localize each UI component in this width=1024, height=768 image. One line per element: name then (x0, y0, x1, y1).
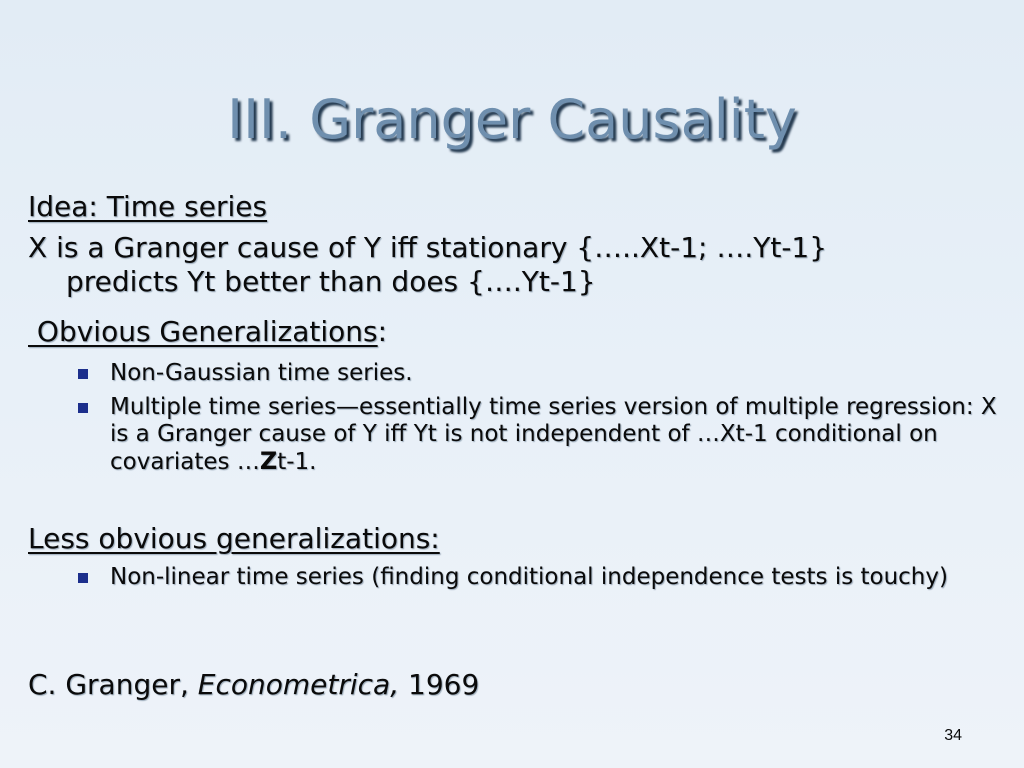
page-number: 34 (944, 727, 962, 744)
obvious-generalizations-heading (28, 315, 387, 349)
citation (28, 668, 479, 702)
list-item (78, 394, 998, 476)
bold-z: Z (259, 447, 278, 475)
idea-heading-text: Idea: Time series (28, 190, 268, 223)
slide-title: III. Granger Causality (227, 88, 797, 151)
citation-year: 1969 (399, 668, 480, 701)
definition-line-1: X is a Granger cause of Y iff stationary {…..Xt-1; ….Yt-1} (28, 231, 828, 264)
bullet-text: Non-Gaussian time series. (110, 360, 413, 386)
bullet-text: Non-linear time series (finding conditional independence tests is touchy) (110, 564, 948, 590)
citation-author: C. Granger, (28, 668, 198, 701)
less-heading-text: Less obvious generalizations: (28, 522, 440, 555)
citation-journal: Econometrica, (197, 668, 400, 701)
bullet-text-tail: t-1. (277, 449, 317, 475)
obvious-heading-colon: : (377, 315, 388, 348)
obvious-heading-text: Obvious Generalizations (28, 315, 378, 348)
square-bullet-icon (78, 369, 88, 379)
idea-heading (28, 190, 267, 224)
square-bullet-icon (78, 573, 88, 583)
list-item (78, 564, 998, 591)
less-obvious-heading (28, 522, 440, 556)
bullet-text-main: Multiple time series—essentially time series version of multiple regression: X is a Granger cause of Y iff Yt is not independent of …Xt-1 conditional on covariates … (110, 394, 997, 475)
definition-line-2: predicts Yt better than does {….Yt-1} (66, 265, 596, 298)
list-item (78, 360, 998, 387)
bullet-text (110, 394, 998, 476)
square-bullet-icon (78, 403, 88, 413)
